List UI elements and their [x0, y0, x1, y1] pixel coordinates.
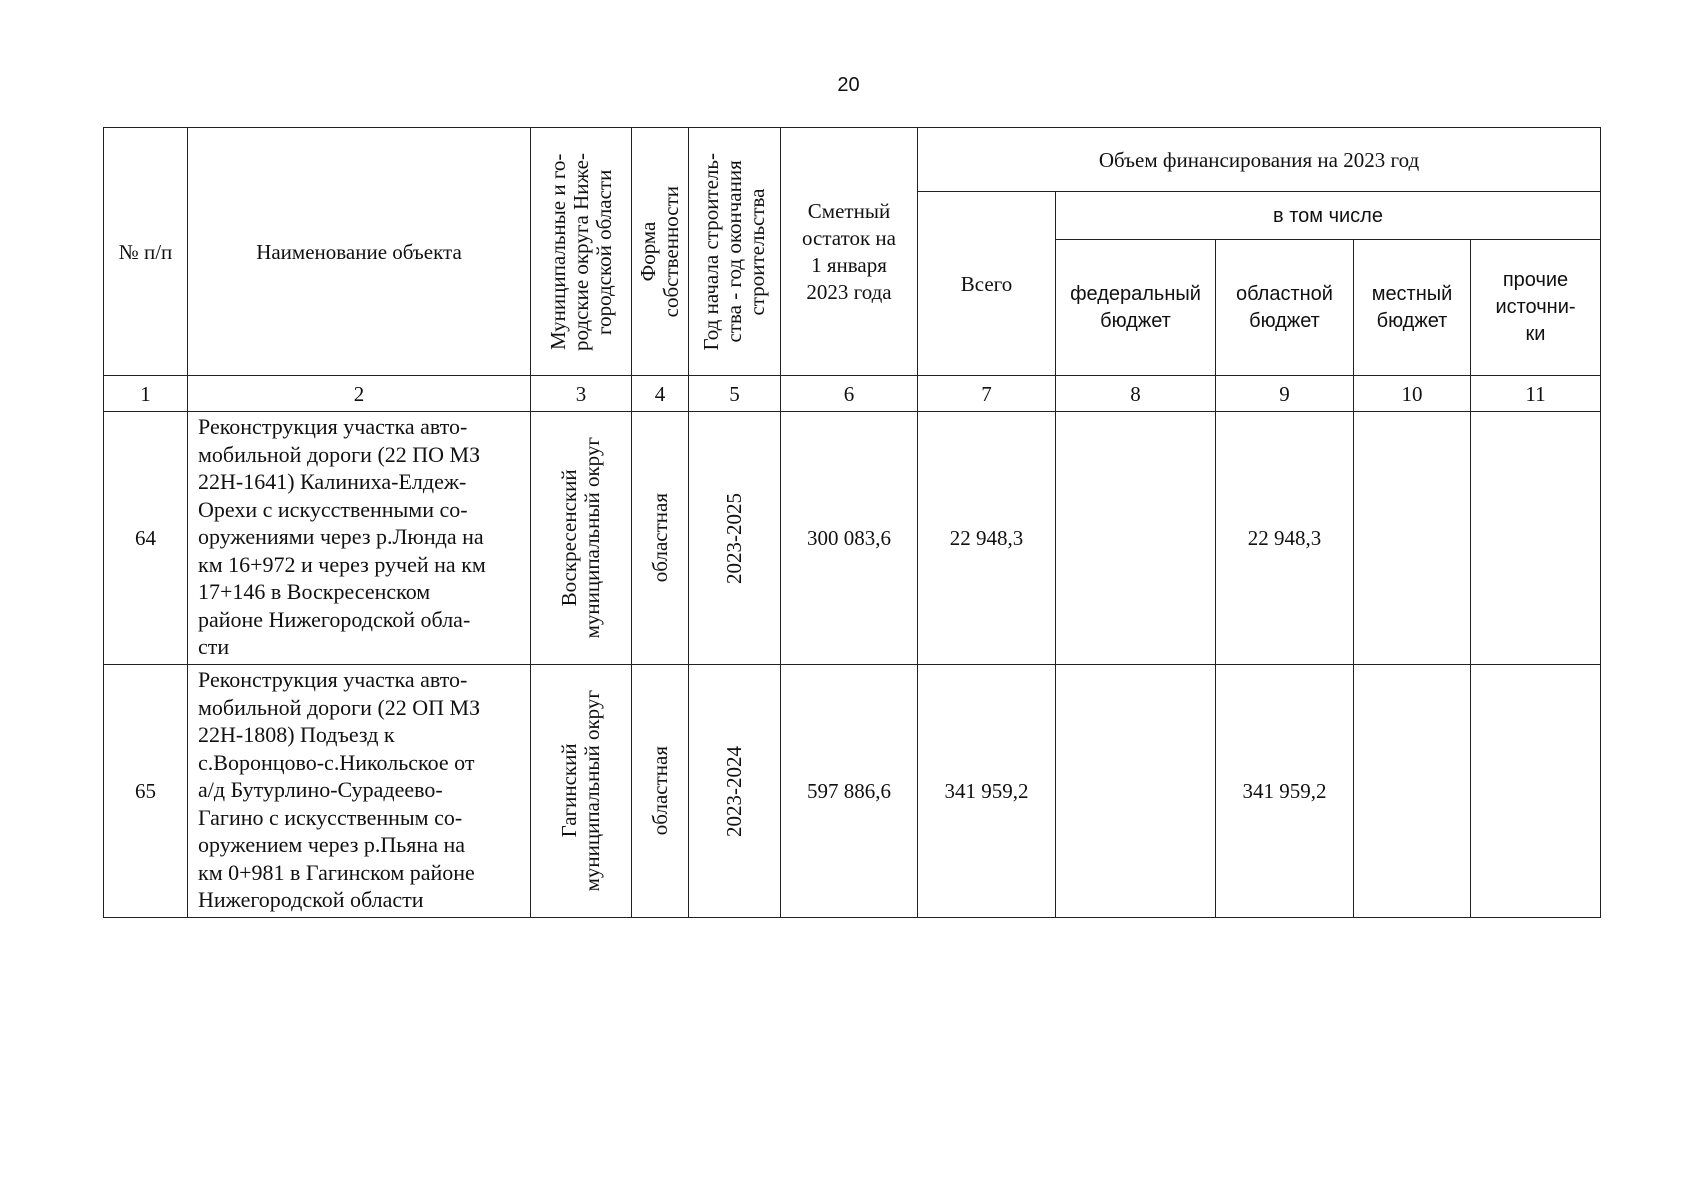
- header-balance: Сметный остаток на 1 января 2023 года: [781, 128, 918, 376]
- header-years: [689, 128, 781, 376]
- row-num: 64: [104, 412, 188, 665]
- col-number-6: 6: [781, 376, 918, 412]
- row-ownership: [632, 665, 689, 918]
- row-local: [1354, 412, 1471, 665]
- row-balance: 300 083,6: [781, 412, 918, 665]
- col-number-11: 11: [1471, 376, 1601, 412]
- row-years-text: 2023-2024: [722, 745, 746, 837]
- header-ownership-text: Форма собственности: [636, 185, 683, 318]
- row-local: [1354, 665, 1471, 918]
- header-total: Всего: [918, 192, 1056, 376]
- row-municipality-text: Воскресенский муниципальный округ: [557, 437, 604, 639]
- row-municipality: [531, 665, 632, 918]
- row-ownership: [632, 412, 689, 665]
- row-years-text: 2023-2025: [722, 492, 746, 584]
- row-regional: 22 948,3: [1216, 412, 1354, 665]
- header-municipality-text: Муниципальные и го- родские округа Ниже- городской области: [545, 152, 616, 351]
- col-number-2: 2: [188, 376, 531, 412]
- row-municipality: [531, 412, 632, 665]
- row-other: [1471, 412, 1601, 665]
- header-local: местный бюджет: [1354, 240, 1471, 376]
- financing-table: [103, 127, 1601, 918]
- row-total: 22 948,3: [918, 412, 1056, 665]
- row-municipality-text: Гагинский муниципальный округ: [557, 690, 604, 892]
- col-number-5: 5: [689, 376, 781, 412]
- header-row-1: [104, 128, 1601, 192]
- row-ownership-text: областная: [647, 746, 672, 836]
- col-number-8: 8: [1056, 376, 1216, 412]
- header-regional: областной бюджет: [1216, 240, 1354, 376]
- col-number-7: 7: [918, 376, 1056, 412]
- header-years-text: Год начала строитель- ства - год окончания строительства: [699, 152, 769, 351]
- row-balance: 597 886,6: [781, 665, 918, 918]
- row-name: Реконструкция участка авто- мобильной дороги (22 ОП МЗ 22Н-1808) Подъезд к с.Воронцово-с.Никольское от а/д Бутурлино-Сурадеево- Гагино с искусственным со- оружением через р.Пьяна на км 0+981 в Гагинском районе Нижегородской области: [188, 665, 531, 918]
- row-years: [689, 665, 781, 918]
- table-row: [104, 665, 1601, 918]
- row-federal: [1056, 412, 1216, 665]
- page-number: 20: [837, 74, 860, 96]
- header-other: прочие источни- ки: [1471, 240, 1601, 376]
- row-other: [1471, 665, 1601, 918]
- header-financing: Объем финансирования на 2023 год: [918, 128, 1601, 192]
- row-regional: 341 959,2: [1216, 665, 1354, 918]
- row-name: Реконструкция участка авто- мобильной дороги (22 ПО МЗ 22Н-1641) Калиниха-Елдеж- Орехи с искусственными со- оружениями через р.Люнда на км 16+972 и через ручей на км 17+146 в Воскресенском районе Нижегородской обла- сти: [188, 412, 531, 665]
- col-number-3: 3: [531, 376, 632, 412]
- header-including: в том числе: [1056, 192, 1601, 240]
- column-number-row: [104, 376, 1601, 412]
- header-municipality: [531, 128, 632, 376]
- table-row: [104, 412, 1601, 665]
- header-num: № п/п: [104, 128, 188, 376]
- row-total: 341 959,2: [918, 665, 1056, 918]
- col-number-1: 1: [104, 376, 188, 412]
- header-name: Наименование объекта: [188, 128, 531, 376]
- row-num: 65: [104, 665, 188, 918]
- header-federal: федеральный бюджет: [1056, 240, 1216, 376]
- row-ownership-text: областная: [647, 493, 672, 583]
- col-number-4: 4: [632, 376, 689, 412]
- row-years: [689, 412, 781, 665]
- row-federal: [1056, 665, 1216, 918]
- header-ownership: [632, 128, 689, 376]
- col-number-9: 9: [1216, 376, 1354, 412]
- col-number-10: 10: [1354, 376, 1471, 412]
